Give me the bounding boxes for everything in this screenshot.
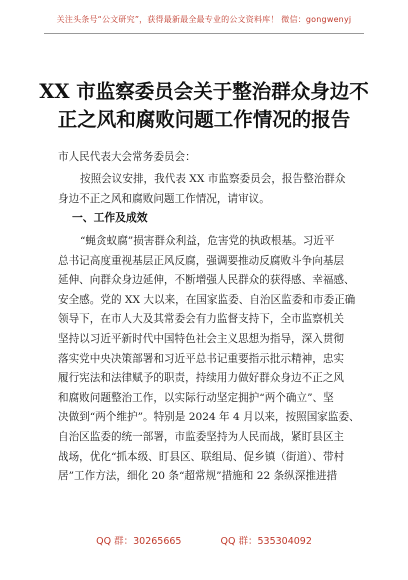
header-divider xyxy=(44,33,364,34)
paragraph-line: 自治区监委的统一部署，市监委坚持为人民而战，紧盯县区主 xyxy=(58,430,345,443)
footer-qq-group-2: QQ 群：535304092 xyxy=(220,536,312,547)
document-title xyxy=(30,78,378,134)
paragraph-line: 履行宪法和法律赋予的职责，持续用力做好群众身边不正之风 xyxy=(58,372,345,385)
footer-qq-group-1: QQ 群：30265665 xyxy=(96,536,182,547)
header-banner: 关注头条号“公文研究”，获得最新最全最专业的公文资料库！ 微信：gongwenyj xyxy=(56,15,352,24)
paragraph-line: 和腐败问题整治工作，以实际行动坚定拥护“两个确立”、坚 xyxy=(58,391,334,404)
body-paragraph xyxy=(58,232,358,487)
intro-paragraph xyxy=(58,170,358,209)
title-line-2: 正之风和腐败问题工作情况的报告 xyxy=(57,108,351,131)
intro-line: 身边不正之风和腐败问题工作情况，请审议。 xyxy=(58,192,270,205)
paragraph-line: 总书记高度重视基层正风反腐，强调要推动反腐败斗争向基层 xyxy=(58,254,345,267)
paragraph-line: 坚持以习近平新时代中国特色社会主义思想为指导，深入贯彻 xyxy=(58,332,345,345)
footer xyxy=(0,533,408,547)
paragraph-line: 落实党中央决策部署和习近平总书记重要指示批示精神，忠实 xyxy=(58,352,345,365)
paragraph-line: 领导下，在市人大及其常委会有力监督支持下，全市监察机关 xyxy=(58,313,345,326)
section-heading: 一、工作及成效 xyxy=(72,211,148,224)
intro-line: 按照会议安排，我代表 XX 市监察委员会，报告整治群众 xyxy=(80,173,346,185)
paragraph-line: 战场，优化“抓本级、盯县区、联组局、促乡镇（街道）、带村 xyxy=(58,450,345,463)
salutation: 市人民代表大会常务委员会： xyxy=(58,151,196,163)
paragraph-line: 安全感。党的 XX 大以来，在国家监委、自治区监委和市委正确 xyxy=(58,293,356,306)
paragraph-line: 延伸、向群众身边延伸，不断增强人民群众的获得感、幸福感、 xyxy=(58,274,355,287)
paragraph-line: 居”工作方法，细化 20 条“超常规”措施和 22 条纵深推进措 xyxy=(58,470,338,483)
paragraph-line: 决做到“两个维护”。特别是 2024 年 4 月以来，按照国家监委、 xyxy=(58,411,360,424)
paragraph-line: “蝇贪蚁腐”损害群众利益，危害党的执政根基。习近平 xyxy=(80,235,335,247)
title-line-1: XX 市监察委员会关于整治群众身边不 xyxy=(39,80,369,103)
